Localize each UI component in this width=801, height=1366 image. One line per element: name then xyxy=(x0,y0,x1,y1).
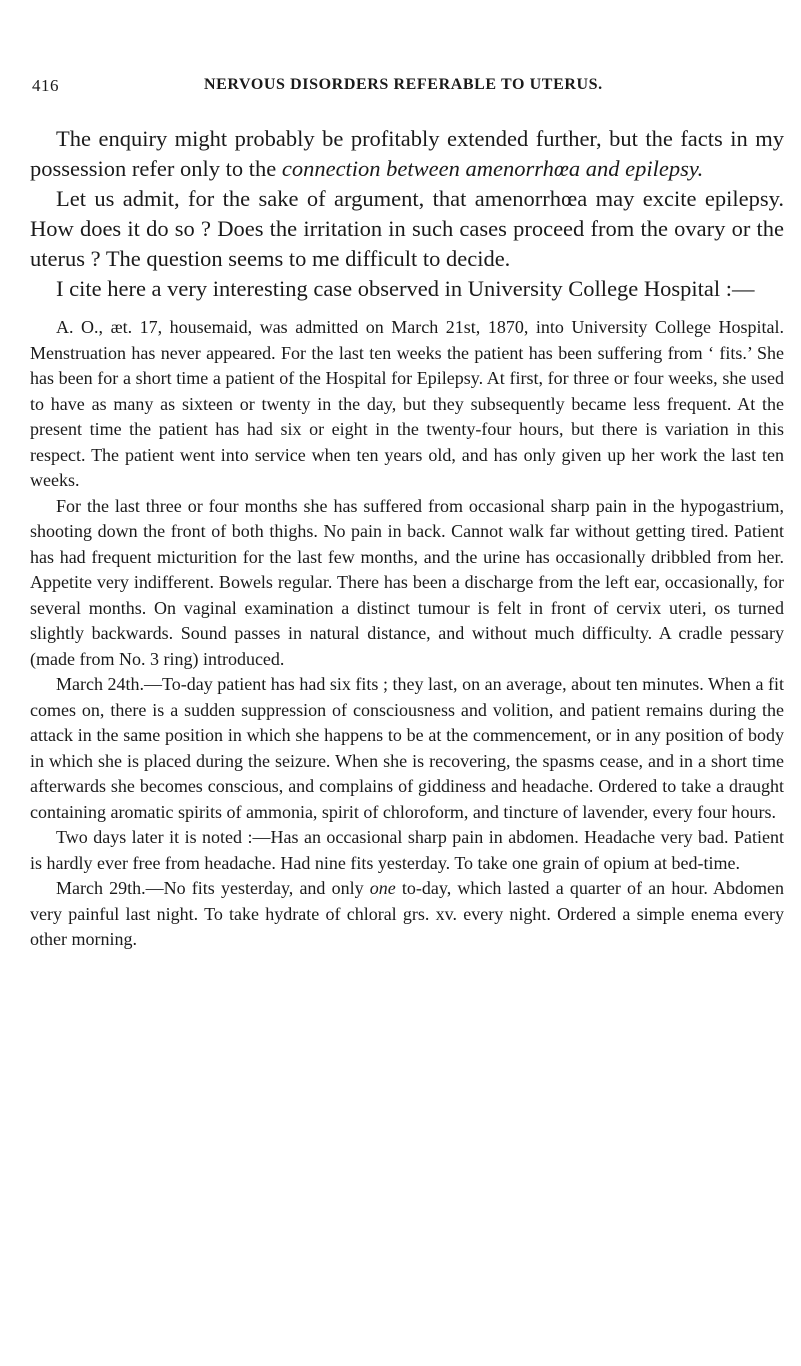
running-head xyxy=(32,76,772,100)
case-paragraph-2: For the last three or four months she has suffered from occasional sharp pain in the hypogastrium, shooting down the front of both thighs. No pain in back. Cannot walk far without getting tired. Patient has had frequent micturition for the last few months, and the urine has occasionally dribbled from her. Appetite very indifferent. Bowels regular. There has been a discharge from the left ear, occasionally, for several months. On vaginal examination a distinct tumour is felt in front of cervix uteri, os turned slightly backwards. Sound passes in natural distance, and without much difficulty. A cradle pessary (made from No. 3 ring) introduced. xyxy=(30,495,784,669)
case-paragraph-1: A. O., æt. 17, housemaid, was admitted on March 21st, 1870, into University College Hospital. Menstruation has never appeared. For the last ten weeks the patient has been suffering from ‘ fits.’ She has been for a short time a patient of the Hospital for Epilepsy. At first, for three or four weeks, she used to have as many as sixteen or twenty in the day, but they subsequently became less frequent. At the present time the patient has had six or eight in the twenty-four hours, but there is variation in this respect. The patient went into service when ten years old, and has only given up her work the last ten weeks. xyxy=(30,317,784,490)
case-paragraph-4: Two days later it is noted :—Has an occasional sharp pain in abdomen. Headache very bad. Patient is hardly ever free from headache. Had nine fits yesterday. To take one grain of opium at bed-time. xyxy=(30,827,784,873)
case-paragraph-5-text-b: to-day, which lasted a quarter of an hour. Abdomen very painful last night. To take hydrate of chloral grs. xv. every night. Ordered a simple enema every other morning. xyxy=(30,878,784,949)
intro-paragraph-1 xyxy=(30,124,784,184)
running-title: NERVOUS DISORDERS REFERABLE TO UTERUS. xyxy=(204,76,603,93)
intro-section xyxy=(30,124,784,304)
intro-paragraph-1-text: The enquiry might probably be profitably extended further, but the facts in my possession refer only to the xyxy=(30,126,784,181)
case-report xyxy=(30,315,784,953)
intro-paragraph-2: Let us admit, for the sake of argument, that amenorrhœa may excite epilepsy. How does it do so ? Does the irritation in such cases proceed from the ovary or the uterus ? The question seems to me difficult to decide. xyxy=(30,186,784,271)
intro-paragraph-1-emphasis: connection between amenorrhœa and epilepsy. xyxy=(281,156,704,181)
case-paragraph-3: March 24th.—To-day patient has had six fits ; they last, on an average, about ten minutes. When a fit comes on, there is a sudden suppression of consciousness and volition, and patient remains during the attack in the same position in which she happens to be at the commencement, or in any position of body in which she is placed during the seizure. When she is recovering, the spasms cease, and in a short time afterwards she becomes conscious, and complains of giddiness and headache. Ordered to take a draught containing aromatic spirits of ammonia, spirit of chloroform, and tincture of lavender, every four hours. xyxy=(30,674,784,822)
intro-paragraph-3: I cite here a very interesting case observed in University College Hospital :— xyxy=(56,276,755,301)
case-paragraph-5-text-a: March 29th.—No fits yesterday, and only xyxy=(56,878,370,898)
body-text xyxy=(30,124,784,953)
page-number: 416 xyxy=(32,76,59,95)
case-paragraph-5 xyxy=(30,876,784,953)
case-paragraph-5-emphasis: one xyxy=(369,878,396,898)
